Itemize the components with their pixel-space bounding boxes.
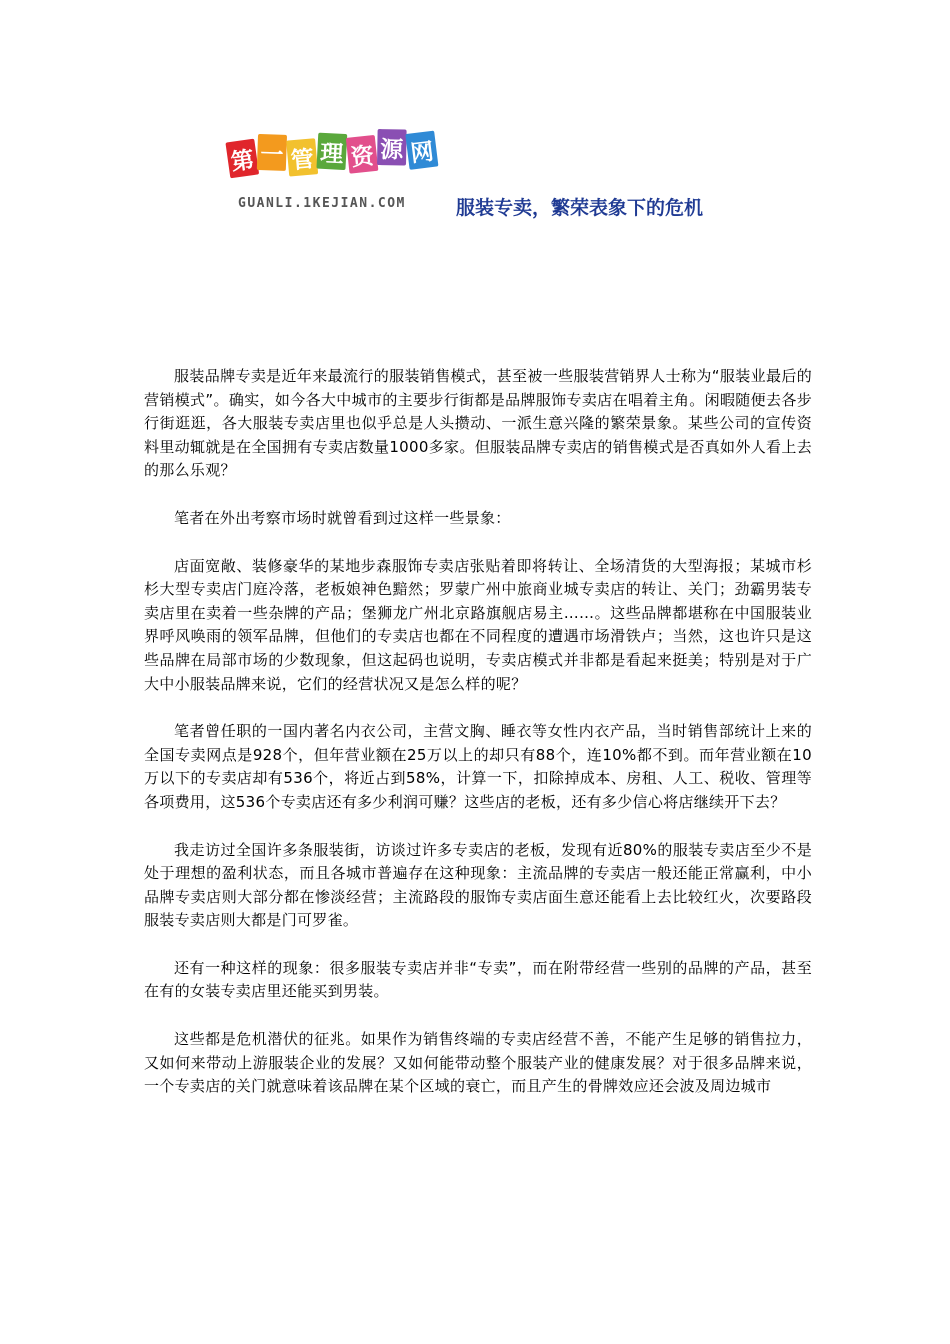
article-title: 服装专卖，繁荣表象下的危机 xyxy=(456,197,704,219)
paragraph: 这些都是危机潜伏的征兆。如果作为销售终端的专卖店经营不善，不能产生足够的销售拉力，又如何来带动上游服装企业的发展？又如何能带动整个服装产业的健康发展？对于很多品牌来说，一个专卖店的关门就意味着该品牌在某个区域的衰亡，而且产生的骨牌效应还会波及周边城市 xyxy=(144,1030,812,1096)
logo-char: 理 xyxy=(316,133,347,170)
paragraph: 还有一种这样的现象：很多服装专卖店并非“专卖”，而在附带经营一些别的品牌的产品，甚至在有的女装专卖店里还能买到男装。 xyxy=(144,958,812,1001)
logo-characters xyxy=(227,131,443,174)
logo-char: 第 xyxy=(225,139,259,179)
site-logo xyxy=(228,138,443,220)
logo-char: 一 xyxy=(257,134,287,171)
logo-char: 网 xyxy=(405,131,438,170)
article-body xyxy=(144,365,812,1123)
paragraph: 笔者曾任职的一国内著名内衣公司，主营文胸、睡衣等女性内衣产品，当时销售部统计上来的全国专卖网点是928个，但年营业额在25万以上的却只有88个，连10%都不到。而年营业额在10万以下的专卖店却有536个，将近占到58%，计算一下，扣除掉成本、房租、人工、税收、管理等各项费用，这536个专卖店还有多少利润可赚？这些店的老板，还有多少信心将店继续开下去？ xyxy=(144,722,812,811)
logo-char: 管 xyxy=(286,138,318,176)
paragraph: 服装品牌专卖是近年来最流行的服装销售模式，甚至被一些服装营销界人士称为“服装业最后的营销模式”。确实，如今各大中城市的主要步行街都是品牌服饰专卖店在唱着主角。闲暇随便去各步行街逛逛，各大服装专卖店里也似乎总是人头攒动、一派生意兴隆的繁荣景象。某些公司的宣传资料里动辄就是在全国拥有专卖店数量1000多家。但服装品牌专卖店的销售模式是否真如外人看上去的那么乐观？ xyxy=(144,367,812,480)
logo-char: 源 xyxy=(377,129,407,166)
logo-url: GUANLI.1KEJIAN.COM xyxy=(238,196,406,211)
paragraph: 店面宽敞、装修豪华的某地步森服饰专卖店张贴着即将转让、全场清货的大型海报；某城市杉杉大型专卖店门庭冷落，老板娘神色黯然；罗蒙广州中旅商业城专卖店的转让、关门；劲霸男装专卖店里在卖着一些杂牌的产品；堡狮龙广州北京路旗舰店易主……。这些品牌都堪称在中国服装业界呼风唤雨的领军品牌，但他们的专卖店也都在不同程度的遭遇市场滑铁卢；当然，这也许只是这些品牌在局部市场的少数现象，但这起码也说明，专卖店模式并非都是看起来挺美；特别是对于广大中小服装品牌来说，它们的经营状况又是怎么样的呢？ xyxy=(144,556,812,693)
paragraph: 我走访过全国许多条服装街，访谈过许多专卖店的老板，发现有近80%的服装专卖店至少不是处于理想的盈利状态，而且各城市普遍存在这种现象：主流品牌的专卖店一般还能正常赢利，中小品牌专卖店则大部分都在惨淡经营；主流路段的服饰专卖店面生意还能看上去比较红火，次要路段服装专卖店则大都是门可罗雀。 xyxy=(144,840,812,930)
logo-char: 资 xyxy=(346,135,379,174)
paragraph: 笔者在外出考察市场时就曾看到过这样一些景象： xyxy=(174,508,511,527)
